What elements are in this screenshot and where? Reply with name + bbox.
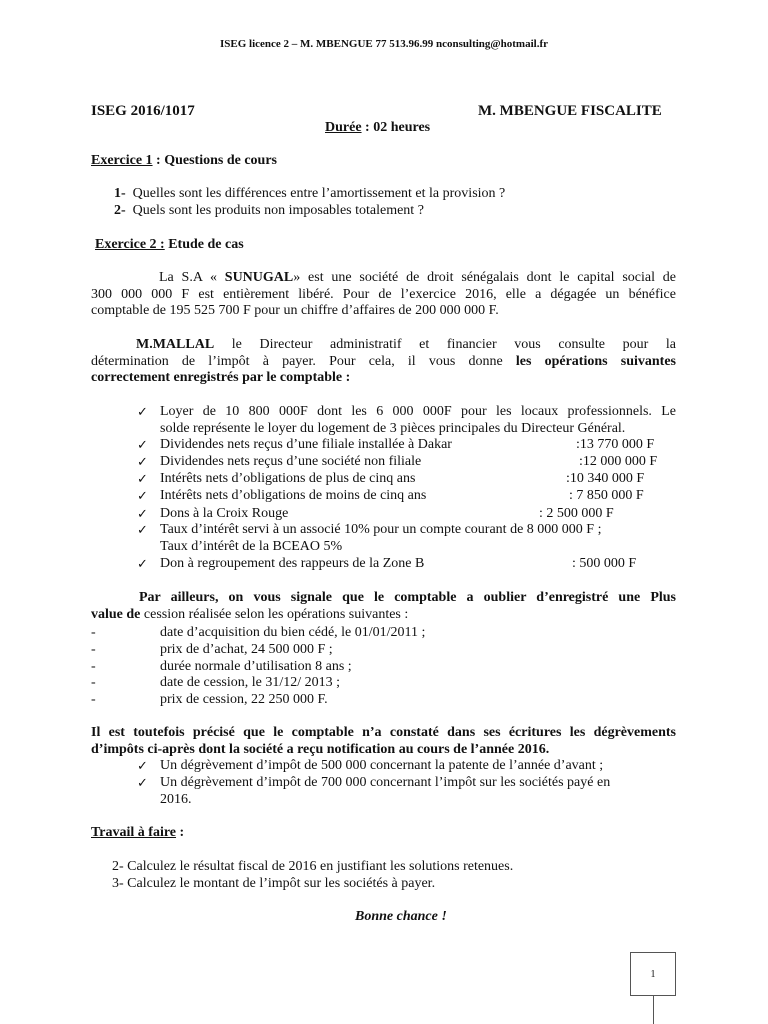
duration-value: : 02 heures: [361, 120, 431, 135]
dash-bullet: -: [91, 642, 96, 657]
op-div-non-filiale: Dividendes nets reçus d’une société non filiale: [160, 454, 422, 469]
dash-bullet: -: [91, 659, 96, 674]
page-number: 1: [650, 969, 656, 980]
plus-value-item: date d’acquisition du bien cédé, le 01/01/2011 ;: [160, 625, 426, 640]
ex1-question-2: 2- Quels sont les produits non imposables totalement ?: [114, 203, 424, 218]
degrevement-2-line2: 2016.: [160, 792, 192, 807]
op-div-filiale-amount: :13 770 000 F: [576, 437, 655, 452]
closing-text: Bonne chance !: [355, 909, 447, 924]
plus-value-item: durée normale d’utilisation 8 ans ;: [160, 659, 352, 674]
op-don-zone-amount: : 500 000 F: [572, 556, 637, 571]
check-icon: ✓: [137, 556, 148, 571]
ex2-title: Etude de cas: [164, 237, 244, 252]
op-int-moins: Intérêts nets d’obligations de moins de cinq ans: [160, 488, 427, 503]
op-loyer: Loyer de 10 800 000F dont les 6 000 000F pour les locaux professionnels. Le solde représente le loyer du logement de 3 pièces principales du Directeur Général.: [160, 404, 676, 436]
travail-item-1: 2- Calculez le résultat fiscal de 2016 en justifiant les solutions retenues.: [112, 859, 514, 874]
ex1-label: Exercice 1: [91, 153, 153, 168]
check-icon: ✓: [137, 488, 148, 503]
check-icon: ✓: [137, 506, 148, 521]
duration-label: Durée: [325, 120, 362, 135]
op-div-non-filiale-amount: :12 000 000 F: [579, 454, 658, 469]
check-icon: ✓: [137, 454, 148, 469]
ex1-question-1: 1- Quelles sont les différences entre l’amortissement et la provision ?: [114, 186, 506, 201]
check-icon: ✓: [137, 404, 148, 419]
ex1-heading: [91, 153, 277, 169]
check-icon: ✓: [137, 775, 148, 790]
page-number-box: [630, 952, 676, 996]
ex2-intro: La S.A « SUNUGAL» est une société de droit sénégalais dont le capital social de 300 000 000 F est entièrement libéré. Pour de l’exercice 2016, elle a dégagée un bénéfice comptable de 195 525 700 F pour un chiffre d’affaires de 200 000 000 F.: [91, 270, 676, 318]
op-taux-1: Taux d’intérêt servi à un associé 10% pour un compte courant de 8 000 000 F ;: [160, 522, 602, 537]
op-int-plus: Intérêts nets d’obligations de plus de cinq ans: [160, 471, 416, 486]
travail-heading: Travail à faire :: [91, 825, 185, 840]
op-dons-amount: : 2 500 000 F: [539, 506, 614, 521]
plus-value-intro: Par ailleurs, on vous signale que le comptable a oublier d’enregistré une Plus value de cession réalisée selon les opérations suivantes :: [91, 590, 676, 622]
dash-bullet: -: [91, 675, 96, 690]
title-left: ISEG 2016/1017: [91, 103, 195, 119]
dash-bullet: -: [91, 692, 96, 707]
op-int-plus-amount: :10 340 000 F: [566, 471, 645, 486]
dash-bullet: -: [91, 625, 96, 640]
ex2-heading: [95, 237, 244, 253]
page-number-tick: [653, 996, 654, 1024]
page-header: ISEG licence 2 – M. MBENGUE 77 513.96.99 nconsulting@hotmail.fr: [219, 38, 548, 50]
check-icon: ✓: [137, 437, 148, 452]
op-div-filiale: Dividendes nets reçus d’une filiale installée à Dakar: [160, 437, 452, 452]
duration: [325, 120, 430, 136]
op-dons: Dons à la Croix Rouge: [160, 506, 289, 521]
ex2-label: Exercice 2 :: [95, 237, 165, 252]
op-don-zone: Don à regroupement des rappeurs de la Zone B: [160, 556, 425, 571]
check-icon: ✓: [137, 522, 148, 537]
ex2-mallal: M.MALLAL le Directeur administratif et financier vous consulte pour la détermination de l’impôt à payer. Pour cela, il vous donne les opérations suivantes correctement enregistrés par le comptable :: [91, 337, 676, 385]
degrevements-intro: Il est toutefois précisé que le comptable n’a constaté dans ses écritures les dégrèvements d’impôts ci-après dont la société a reçu notification au cours de l’année 2016.: [91, 725, 676, 757]
check-icon: ✓: [137, 758, 148, 773]
plus-value-item: date de cession, le 31/12/ 2013 ;: [160, 675, 341, 690]
ex1-title: : Questions de cours: [152, 153, 277, 168]
title-right: M. MBENGUE FISCALITE: [478, 103, 662, 119]
op-taux-2: Taux d’intérêt de la BCEAO 5%: [160, 539, 343, 554]
plus-value-item: prix de d’achat, 24 500 000 F ;: [160, 642, 333, 657]
travail-label: Travail à faire: [91, 825, 177, 840]
plus-value-item: prix de cession, 22 250 000 F.: [160, 692, 328, 707]
degrevement-1: Un dégrèvement d’impôt de 500 000 concernant la patente de l’année d’avant ;: [160, 758, 604, 773]
op-int-moins-amount: : 7 850 000 F: [569, 488, 644, 503]
check-icon: ✓: [137, 471, 148, 486]
degrevement-2-line1: Un dégrèvement d’impôt de 700 000 concernant l’impôt sur les sociétés payé en: [160, 775, 611, 790]
travail-item-2: 3- Calculez le montant de l’impôt sur les sociétés à payer.: [112, 876, 436, 891]
